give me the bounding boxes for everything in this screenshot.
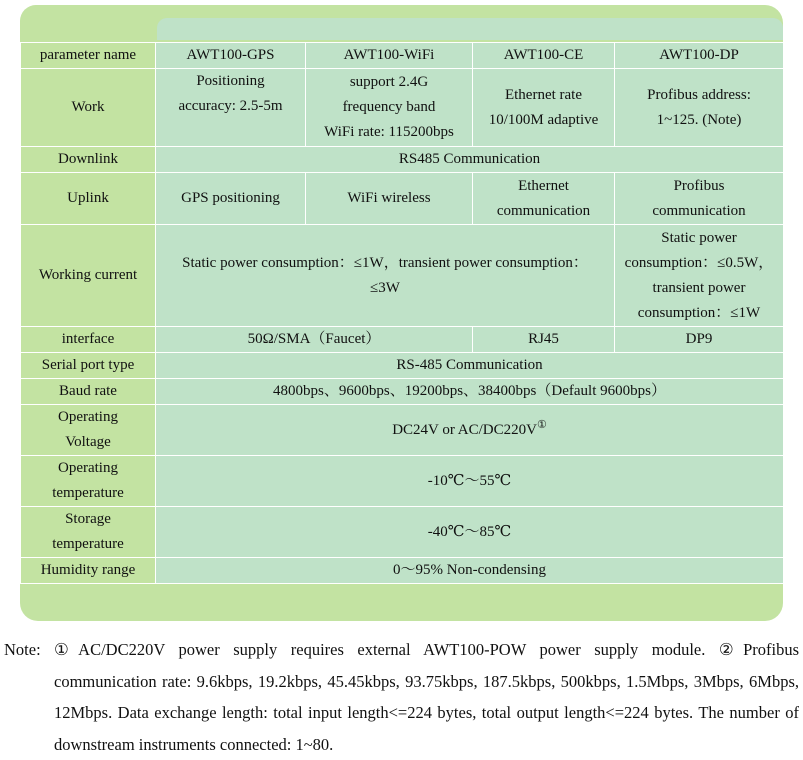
cell-line: consumption：≤0.5W，	[624, 254, 774, 271]
table-row-operating-temperature	[21, 456, 784, 507]
cell-line: ≤3W	[370, 279, 400, 296]
footnote	[4, 634, 799, 760]
row-label: Baud rate	[21, 379, 156, 405]
row-label: Uplink	[21, 173, 156, 225]
cell-line: 10/100M adaptive	[488, 111, 599, 128]
footnote-mark: ①	[536, 418, 547, 431]
row-label: interface	[21, 327, 156, 353]
table-cell: -40℃～85℃	[156, 507, 784, 558]
table-cell: -10℃～55℃	[156, 456, 784, 507]
header-cell: parameter name	[21, 43, 156, 69]
table-row-serial	[21, 353, 784, 379]
row-label	[21, 405, 156, 456]
footnote-text: ①AC/DC220V power supply requires external AWT100-POW power supply module. ②Profibus communication rate: 9.6kbps, 19.2kbps, 45.45kbps, 93.75kbps, 187.5kbps, 500kbps, 1.5Mbps, 3Mbps, 6Mbps, 12Mbps. Data exchange length: total input length<=224 bytes, total output length<=224 bytes. The number of downstream instruments connected: 1~80.	[54, 640, 799, 754]
cell-line: Voltage	[65, 434, 111, 450]
table-cell: 50Ω/SMA（Faucet）	[156, 327, 473, 353]
table-cell: WiFi wireless	[306, 173, 473, 225]
cell-line: support 2.4G	[349, 74, 429, 90]
cell-line: Storage	[65, 511, 111, 527]
cell-line: DC24V or AC/DC220V	[392, 421, 537, 438]
table-row-working-current	[21, 225, 784, 327]
cell-line: temperature	[52, 536, 124, 552]
cell-line: consumption：≤1W	[637, 304, 761, 321]
cell-line: Static power	[661, 229, 737, 246]
header-row	[21, 43, 784, 69]
cell-line: 1~125. (Note)	[656, 111, 742, 128]
header-strip	[157, 18, 783, 40]
table-cell	[156, 225, 615, 327]
header-cell: AWT100-GPS	[156, 43, 306, 69]
cell-line: frequency band	[342, 99, 436, 115]
table-cell: DP9	[615, 327, 784, 353]
header-cell: AWT100-WiFi	[306, 43, 473, 69]
cell-line: Operating	[58, 409, 118, 425]
table-row-downlink	[21, 147, 784, 173]
table-row-work	[21, 69, 784, 147]
table-cell	[156, 405, 784, 456]
header-tab	[20, 5, 155, 45]
cell-line: Positioning	[196, 73, 265, 89]
row-label: Serial port type	[21, 353, 156, 379]
table-cell: RJ45	[473, 327, 615, 353]
table-cell	[615, 173, 784, 225]
cell-line: transient power	[652, 279, 746, 296]
cell-line: Ethernet	[518, 177, 569, 194]
cell-line: communication	[496, 202, 591, 219]
cell-line: Operating	[58, 460, 118, 476]
table-row-humidity	[21, 558, 784, 584]
cell-line: Profibus	[673, 177, 725, 194]
table-row-baud	[21, 379, 784, 405]
cell-line: temperature	[52, 485, 124, 501]
cell-line: Ethernet rate	[504, 86, 583, 103]
table-row-storage-temperature	[21, 507, 784, 558]
row-label: Working current	[21, 225, 156, 327]
header-cell: AWT100-CE	[473, 43, 615, 69]
row-label: Work	[21, 69, 156, 147]
spec-table	[20, 42, 784, 584]
table-cell	[615, 225, 784, 327]
footnote-label: Note:	[4, 640, 41, 659]
row-label: Humidity range	[21, 558, 156, 584]
cell-line: communication	[652, 202, 746, 219]
cell-line: WiFi rate: 115200bps	[324, 124, 454, 140]
table-cell	[156, 69, 306, 147]
cell-line: Profibus address:	[647, 86, 751, 103]
table-cell: 4800bps、9600bps、19200bps、38400bps（Default 9600bps）	[156, 379, 784, 405]
table-cell: RS-485 Communication	[156, 353, 784, 379]
cell-line: Static power consumption：≤1W，transient power consumption：	[182, 254, 588, 271]
table-cell: GPS positioning	[156, 173, 306, 225]
header-cell: AWT100-DP	[615, 43, 784, 69]
cell-line: accuracy: 2.5-5m	[178, 98, 283, 114]
table-row-interface	[21, 327, 784, 353]
table-cell	[473, 69, 615, 147]
table-cell	[615, 69, 784, 147]
row-label	[21, 456, 156, 507]
table-cell: RS485 Communication	[156, 147, 784, 173]
row-label	[21, 507, 156, 558]
table-cell: 0～95% Non-condensing	[156, 558, 784, 584]
table-cell	[473, 173, 615, 225]
row-label: Downlink	[21, 147, 156, 173]
table-row-uplink	[21, 173, 784, 225]
table-row-voltage	[21, 405, 784, 456]
table-cell	[306, 69, 473, 147]
